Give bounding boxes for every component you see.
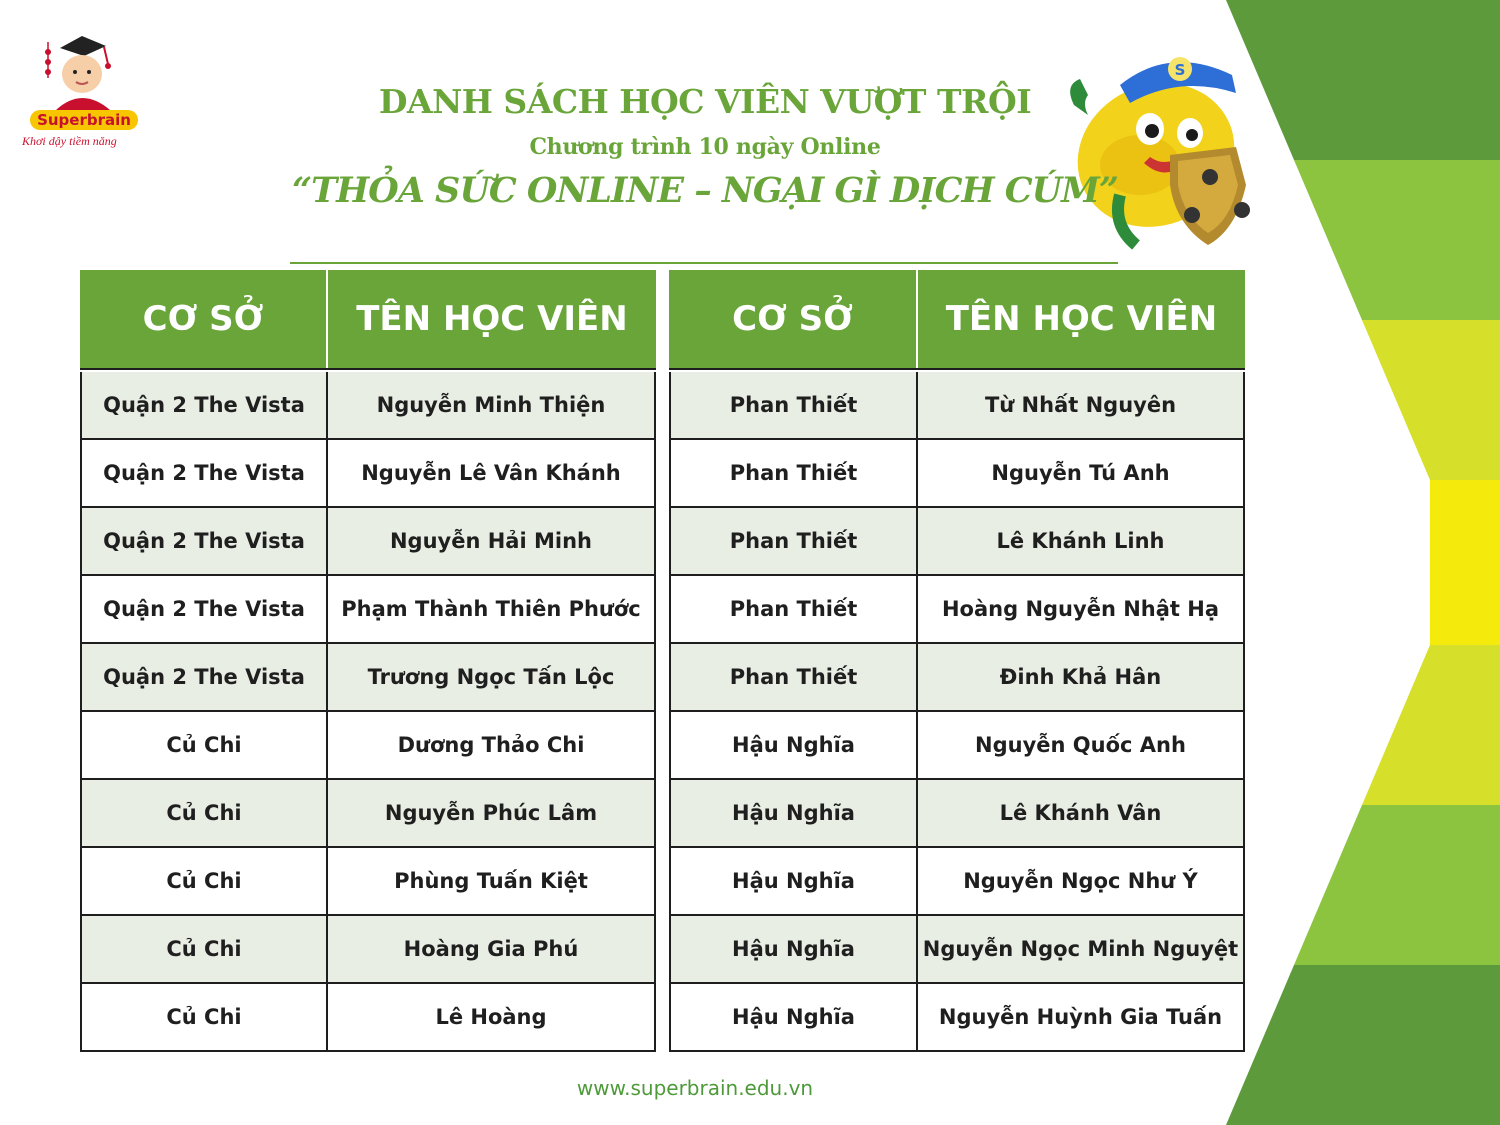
table-row xyxy=(80,576,656,644)
table-row xyxy=(80,712,656,780)
student-table-right xyxy=(669,270,1245,1052)
table-row xyxy=(669,508,1245,576)
table-row xyxy=(80,440,656,508)
student-cell: Nguyễn Tú Anh xyxy=(916,440,1245,508)
table-row xyxy=(80,372,656,440)
table-row xyxy=(669,576,1245,644)
student-cell: Hoàng Nguyễn Nhật Hạ xyxy=(916,576,1245,644)
table-row xyxy=(80,848,656,916)
student-cell: Phùng Tuấn Kiệt xyxy=(326,848,656,916)
page-title: DANH SÁCH HỌC VIÊN VƯỢT TRỘI xyxy=(378,82,1032,121)
logo-tagline: Khơi dậy tiềm năng xyxy=(22,134,117,148)
table-row xyxy=(80,644,656,712)
campus-cell: Quận 2 The Vista xyxy=(80,372,326,440)
student-cell: Lê Khánh Linh xyxy=(916,508,1245,576)
chevron-band-7 xyxy=(1226,965,1500,1125)
chevron-band-3 xyxy=(1362,320,1500,480)
table-row xyxy=(669,984,1245,1052)
student-cell: Nguyễn Quốc Anh xyxy=(916,712,1245,780)
chevron-band-4 xyxy=(1430,480,1500,645)
header-student-name: TÊN HỌC VIÊN xyxy=(916,270,1245,368)
campus-cell: Hậu Nghĩa xyxy=(669,780,916,848)
campus-cell: Phan Thiết xyxy=(669,644,916,712)
table-row xyxy=(80,916,656,984)
table-row xyxy=(80,508,656,576)
student-cell: Nguyễn Hải Minh xyxy=(326,508,656,576)
campus-cell: Củ Chi xyxy=(80,984,326,1052)
campus-cell: Hậu Nghĩa xyxy=(669,916,916,984)
student-cell: Nguyễn Lê Vân Khánh xyxy=(326,440,656,508)
campus-cell: Quận 2 The Vista xyxy=(80,508,326,576)
header-divider xyxy=(290,262,1118,264)
table-row xyxy=(669,372,1245,440)
student-cell: Nguyễn Minh Thiện xyxy=(326,372,656,440)
campus-cell: Củ Chi xyxy=(80,916,326,984)
table-row xyxy=(669,848,1245,916)
table-row xyxy=(80,780,656,848)
campus-cell: Quận 2 The Vista xyxy=(80,644,326,712)
campus-cell: Phan Thiết xyxy=(669,576,916,644)
table-row xyxy=(80,984,656,1052)
campus-cell: Phan Thiết xyxy=(669,372,916,440)
campus-cell: Quận 2 The Vista xyxy=(80,440,326,508)
campus-cell: Củ Chi xyxy=(80,848,326,916)
campus-cell: Phan Thiết xyxy=(669,508,916,576)
student-cell: Lê Khánh Vân xyxy=(916,780,1245,848)
student-cell: Nguyễn Ngọc Minh Nguyệt xyxy=(916,916,1245,984)
student-cell: Nguyễn Huỳnh Gia Tuấn xyxy=(916,984,1245,1052)
student-cell: Trương Ngọc Tấn Lộc xyxy=(326,644,656,712)
logo-brand: Superbrain xyxy=(37,111,131,129)
page-subtitle: Chương trình 10 ngày Online xyxy=(529,134,881,160)
chevron-band-6 xyxy=(1294,805,1500,965)
campus-cell: Hậu Nghĩa xyxy=(669,984,916,1052)
header-campus: CƠ SỞ xyxy=(80,270,326,368)
campus-cell: Hậu Nghĩa xyxy=(669,848,916,916)
student-table-left xyxy=(80,270,656,1052)
table-row xyxy=(669,780,1245,848)
footer-website-link[interactable]: www.superbrain.edu.vn xyxy=(576,1076,814,1100)
svg-text:S: S xyxy=(1174,61,1186,79)
header-campus: CƠ SỞ xyxy=(669,270,916,368)
table-row xyxy=(669,440,1245,508)
table-row xyxy=(669,644,1245,712)
student-cell: Từ Nhất Nguyên xyxy=(916,372,1245,440)
student-cell: Dương Thảo Chi xyxy=(326,712,656,780)
student-cell: Đinh Khả Hân xyxy=(916,644,1245,712)
student-cell: Nguyễn Ngọc Như Ý xyxy=(916,848,1245,916)
student-cell: Hoàng Gia Phú xyxy=(326,916,656,984)
student-cell: Nguyễn Phúc Lâm xyxy=(326,780,656,848)
student-cell: Phạm Thành Thiên Phước xyxy=(326,576,656,644)
page-slogan: “THỎA SỨC ONLINE – NGẠI GÌ DỊCH CÚM” xyxy=(291,170,1119,211)
campus-cell: Quận 2 The Vista xyxy=(80,576,326,644)
campus-cell: Củ Chi xyxy=(80,712,326,780)
chevron-inner-glow xyxy=(1296,480,1430,645)
chevron-band-2 xyxy=(1294,160,1500,320)
table-row xyxy=(669,916,1245,984)
chevron-band-5 xyxy=(1362,645,1500,805)
campus-cell: Hậu Nghĩa xyxy=(669,712,916,780)
table-row xyxy=(669,712,1245,780)
campus-cell: Phan Thiết xyxy=(669,440,916,508)
campus-cell: Củ Chi xyxy=(80,780,326,848)
student-cell: Lê Hoàng xyxy=(326,984,656,1052)
header-student-name: TÊN HỌC VIÊN xyxy=(326,270,656,368)
